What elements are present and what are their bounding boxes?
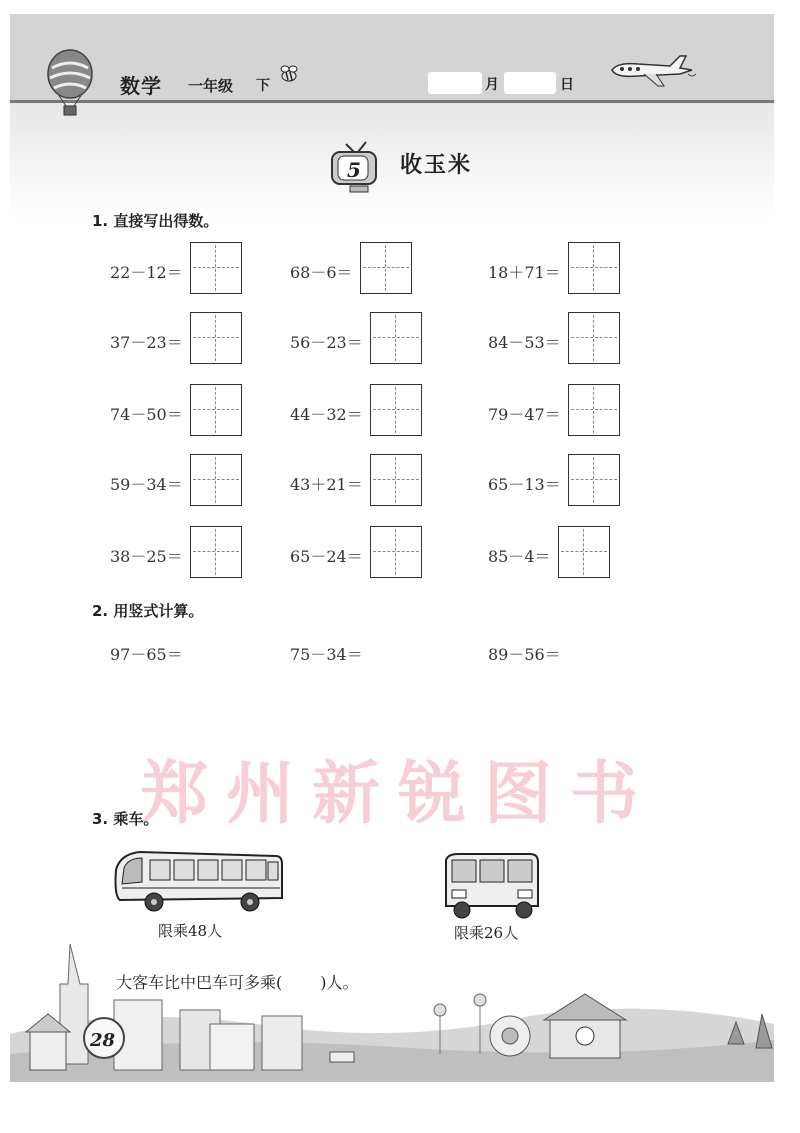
footer-landscape — [10, 944, 774, 1082]
expression: 79－47＝ — [488, 405, 561, 424]
answer-box[interactable] — [568, 384, 620, 436]
term-label: 下 — [256, 78, 270, 94]
month-input[interactable] — [428, 72, 482, 94]
expression: 65－13＝ — [488, 475, 561, 494]
answer-box[interactable] — [370, 454, 422, 506]
section2-title: 2. 用竖式计算。 — [92, 602, 204, 620]
expression: 38－25＝ — [110, 547, 183, 566]
answer-box[interactable] — [558, 526, 610, 578]
day-label: 日 — [560, 77, 574, 93]
expression: 18＋71＝ — [488, 263, 561, 282]
vertical-calc-expression: 75－34＝ — [290, 645, 363, 664]
answer-box[interactable] — [190, 242, 242, 294]
day-input[interactable] — [504, 72, 556, 94]
big-bus-caption: 限乘48人 — [158, 922, 223, 940]
answer-box[interactable] — [568, 312, 620, 364]
vertical-calc-expression: 89－56＝ — [488, 645, 561, 664]
page-number: 28 — [90, 1030, 116, 1051]
minibus-caption: 限乘26人 — [454, 924, 519, 942]
minibus-icon — [438, 850, 548, 922]
hot-air-balloon-icon — [42, 48, 98, 120]
expression: 68－6＝ — [290, 263, 353, 282]
publisher-watermark: 郑州新锐图书 — [140, 755, 657, 834]
answer-box[interactable] — [568, 454, 620, 506]
question-after: )人。 — [320, 973, 359, 992]
expression: 74－50＝ — [110, 405, 183, 424]
worksheet-page — [10, 14, 774, 1082]
answer-box[interactable] — [370, 384, 422, 436]
section3-title: 3. 乘车。 — [92, 810, 159, 828]
answer-box[interactable] — [370, 526, 422, 578]
grade-label: 一年级 — [188, 77, 234, 95]
answer-box[interactable] — [190, 384, 242, 436]
section1-title: 1. 直接写出得数。 — [92, 212, 219, 230]
answer-box[interactable] — [568, 242, 620, 294]
lesson-title: 收玉米 — [400, 152, 473, 178]
expression: 84－53＝ — [488, 333, 561, 352]
answer-box[interactable] — [360, 242, 412, 294]
answer-box[interactable] — [370, 312, 422, 364]
expression: 22－12＝ — [110, 263, 183, 282]
expression: 56－23＝ — [290, 333, 363, 352]
expression: 59－34＝ — [110, 475, 183, 494]
expression: 85－4＝ — [488, 547, 551, 566]
big-bus-icon — [110, 846, 290, 916]
question-before: 大客车比中巴车可多乘( — [116, 973, 283, 992]
bee-icon — [278, 64, 300, 84]
lesson-number: 5 — [347, 158, 361, 182]
vertical-calc-expression: 97－65＝ — [110, 645, 183, 664]
title-shade — [10, 103, 774, 221]
answer-box[interactable] — [190, 312, 242, 364]
answer-box[interactable] — [190, 454, 242, 506]
airplane-icon — [608, 50, 700, 90]
month-label: 月 — [485, 77, 499, 93]
expression: 43＋21＝ — [290, 475, 363, 494]
expression: 37－23＝ — [110, 333, 183, 352]
expression: 65－24＝ — [290, 547, 363, 566]
expression: 44－32＝ — [290, 405, 363, 424]
answer-box[interactable] — [190, 526, 242, 578]
subject-label: 数学 — [120, 74, 162, 98]
